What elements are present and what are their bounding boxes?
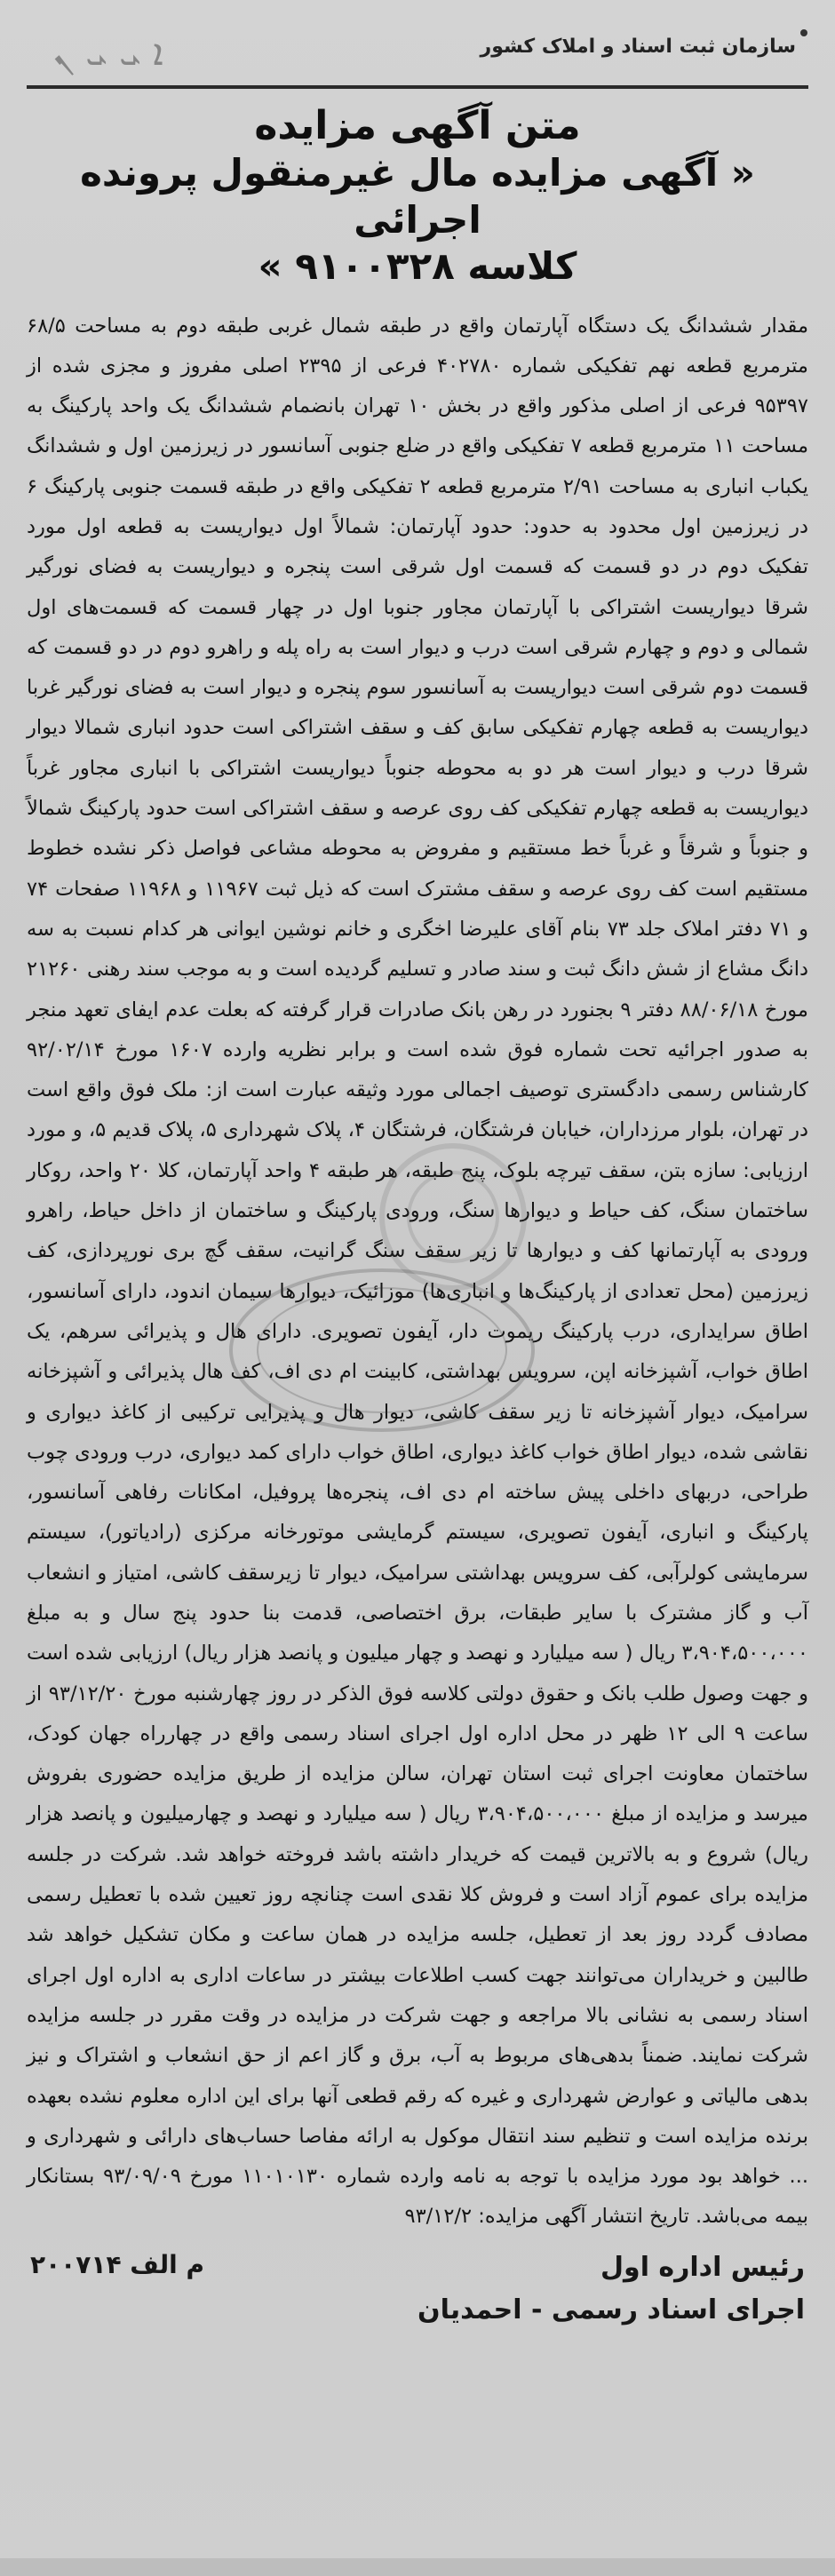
- page-title: متن آگهی مزایده: [254, 103, 581, 148]
- ad-code: م الف ۲۰۰۷۱۴: [30, 2249, 205, 2279]
- title-block: [27, 101, 808, 290]
- signature-name: اجرای اسناد رسمی - احمدیان: [418, 2294, 805, 2326]
- handwritten-marks: ܐ ܝ ܝ ܢ: [53, 30, 163, 74]
- notice-subtitle: « آگهی مزایده مال غیرمنقول پرونده اجرائی: [80, 151, 755, 242]
- notice-paragraph: مقدار ششدانگ یک دستگاه آپارتمان واقع در طبقه شمال غربی طبقه دوم به مساحت ۶۸/۵ مترمربع قطعه نهم تفکیکی شماره ۴۰۲۷۸۰ فرعی از ۲۳۹۵ اصلی مفروز و مجزی شده از ۹۵۳۹۷ فرعی از اصلی مذکور واقع در بخش ۱۰ تهران بانضمام ششدانگ یک واحد پارکینگ به مساحت ۱۱ مترمربع قطعه ۷ تفکیکی واقع در ضلع جنوبی آسانسور در زیرزمین اول و ششدانگ یکباب انباری به مساحت ۲/۹۱ مترمربع قطعه ۲ تفکیکی واقع در طبقه قسمت جنوبی پارکینگ ۶ در زیرزمین اول محدود به حدود: حدود آپارتمان: شمالاً اول دیواریست به قطعه اول مورد تفکیک دوم در دو قسمت که قسمت اول شرقی است پنجره و دیواریست به فضای نورگیر شرقا دیواریست اشتراکی با آپارتمان مجاور جنوبا اول در چهار قسمت که قسمت‌های اول شمالی و دوم و چهارم شرقی است درب و دیوار است به راه پله و راهرو دوم در دو قسمت که قسمت دوم شرقی است دیواریست به آسانسور سوم پنجره و دیوار است به فضای نورگیر غربا دیواریست به قطعه چهارم تفکیکی سابق کف و سقف اشتراکی است حدود انباری شمالا دیوار شرقا درب و دیوار است هر دو به محوطه جنوباً دیواریست اشتراکی با انباری مجاور غرباً دیواریست به قطعه چهارم تفکیکی کف روی عرصه و سقف اشتراکی است حدود پارکینگ شمالاً و جنوباً و شرقاً و غرباً خط مستقیم و مفروض به محوطه مشاعی فواصل ذکر نشده خطوط مستقیم است کف روی عرصه و سقف مشترک است که ذیل ثبت ۱۱۹۶۷ و ۱۱۹۶۸ صفحات ۷۴ و ۷۱ دفتر املاک جلد ۷۳ بنام آقای علیرضا اخگری و خانم نوشین ایوانی هر کدام نسبت به سه دانگ مشاع از شش دانگ ثبت و سند صادر و تسلیم گردیده است و به موجب سند رهنی ۲۱۲۶۰ مورخ ۸۸/۰۶/۱۸ دفتر ۹ بجنورد در رهن بانک صادرات قرار گرفته که بعلت عدم ایفای تعهد منجر به صدور اجرائیه تحت شماره فوق شده است و برابر نظریه وارده ۱۶۰۷ مورخ ۹۲/۰۲/۱۴ کارشناس رسمی دادگستری توصیف اجمالی مورد وثیقه عبارت است از: ملک فوق واقع است در تهران، بلوار مرزداران، خیابان فرشتگان، فرشتگان ۴، پلاک شهرداری ۵، پلاک قدیم ۵، و مورد ارزیابی: سازه بتن، سقف تیرچه بلوک، پنج طبقه، هر طبقه ۴ واحد آپارتمان، کلا ۲۰ واحد، روکار ساختمان سنگ، کف حیاط و دیوارها سنگ، ورودی پارکینگ و ساختمان از داخل حیاط، راهرو ورودی به آپارتمانها کف و دیوارها تا زیر سقف سنگ گرانیت، سقف گچ بری نورپردازی، کف زیرزمین (محل تعدادی از پارکینگ‌ها و انباری‌ها) موزائیک، دیوارها سیمان اندود، دارای آسانسور، اطاق سرایداری، درب پارکینگ ریموت دار، آیفون تصویری. دارای هال و پذیرائی سرهم، یک اطاق خواب، آشپزخانه اپن، سرویس بهداشتی، کابینت ام دی اف، کف هال پذیرائی و آشپزخانه سرامیک، دیوار آشپزخانه تا زیر سقف کاشی، دیوار هال و پذیرایی ترکیبی از کاغذ دیواری و نقاشی شده، دیوار اطاق خواب کاغذ دیواری، اطاق خواب دارای کمد دیواری، درب ورودی چوب طراحی، دربهای داخلی پیش ساخته ام دی اف، پنجره‌ها پروفیل، امکانات رفاهی آسانسور، پارکینگ و انباری، آیفون تصویری، سیستم گرمایشی موتورخانه مرکزی (رادیاتور)، سیستم سرمایشی کولرآبی، کف سرویس بهداشتی سرامیک، دیوار تا زیرسقف کاشی، امتیاز و انشعاب آب و گاز مشترک با سایر طبقات، برق اختصاصی، قدمت بنا حدود پنج سال و به مبلغ ۳،۹۰۴،۵۰۰،۰۰۰ ریال ( سه میلیارد و نهصد و چهار میلیون و پانصد هزار ریال) ارزیابی شده است و جهت وصول طلب بانک و حقوق دولتی کلاسه فوق الذکر در روز چهارشنبه مورخ ۹۳/۱۲/۲۰ از ساعت ۹ الی ۱۲ ظهر در محل اداره اول اجرای اسناد رسمی واقع در چهارراه جهان کودک، ساختمان معاونت اجرای ثبت استان تهران، سالن مزایده از طریق مزایده حضوری بفروش میرسد و مزایده از مبلغ ۳،۹۰۴،۵۰۰،۰۰۰ ریال ( سه میلیارد و نهصد و چهارمیلیون و پانصد هزار ریال) شروع و به بالاترین قیمت که خریدار داشته باشد فروخته خواهد شد. شرکت در جلسه مزایده برای عموم آزاد است و فروش کلا نقدی است چنانچه روز تعیین شده با تعطیل رسمی مصادف گردد روز بعد از تعطیل، جلسه مزایده در همان ساعت و مکان تشکیل خواهد شد طالبین و خریداران می‌توانند جهت کسب اطلاعات بیشتر در ساعات اداری به اداره اول اجرای اسناد رسمی به نشانی بالا مراجعه و جهت شرکت در مزایده در وقت مقرر در جلسه مزایده شرکت نمایند. ضمناً بدهی‌های مربوط به آب، برق و گاز اعم از حق انشعاب و اشتراک و نیز بدهی مالیاتی و عوارض شهرداری و غیره که رقم قطعی آنها برای این اداره معلوم نشده بعهده برنده مزایده است و تنظیم سند انتقال موکول به ارائه مفاصا حساب‌های دارائی و شهرداری و ... خواهد بود مورد مزایده با توجه به نامه وارده شماره ۱۱۰۱۰۱۳۰ مورخ ۹۳/۰۹/۰۹ بستانکار بیمه می‌باشد. تاریخ انتشار آگهی مزایده: ۹۳/۱۲/۲: [27, 314, 809, 2229]
- paper-edge: [0, 2558, 835, 2576]
- notice-footer: [27, 2241, 808, 2365]
- header-strip: [27, 16, 808, 89]
- stamp-mark: [222, 1261, 542, 1439]
- signature-block: [418, 2246, 805, 2332]
- file-number: کلاسه ۹۱۰۰۳۲۸ »: [258, 244, 577, 288]
- organization-name: سازمان ثبت اسناد و املاک کشور: [480, 36, 796, 58]
- emblem-icon: [799, 28, 808, 37]
- signature-title: رئیس اداره اول: [600, 2251, 805, 2283]
